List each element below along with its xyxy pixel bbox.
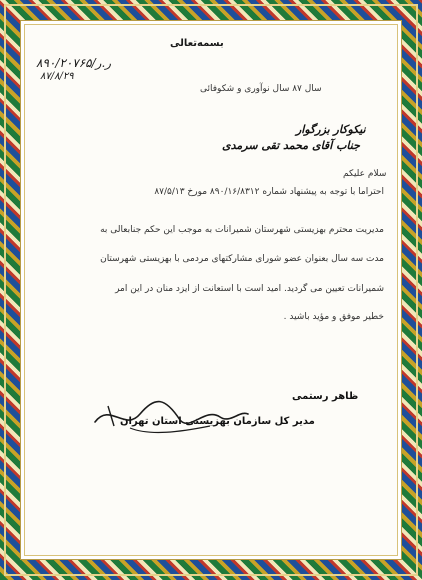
body-line: مدیریت محترم بهزیستی شهرستان شمیرانات به موجب این حکم جنابعالی به	[100, 225, 384, 235]
recipient-title: نیکوکار بزرگوار	[296, 123, 366, 136]
letter-heading: بسمه‌تعالی	[170, 38, 224, 49]
body-line: خطیر موفق و مؤید باشید .	[283, 312, 384, 322]
signer-title: مدیر کل سازمان بهزیستی استان تهران	[120, 416, 315, 427]
body-line: شمیرانات تعیین می گردید. امید است با استعانت از ایزد منان در این امر	[115, 284, 384, 294]
body-line: مدت سه سال بعنوان عضو شورای مشارکتهای مردمی با بهزیستی شهرستان	[100, 254, 384, 264]
reference-date: ۸۷/۸/۲۹	[40, 71, 74, 82]
signer-name: ظاهر رستمی	[292, 391, 359, 402]
reference-number: ۸۹۰/ر.ر/۲۰۷۶۵	[36, 56, 112, 70]
handwritten-signature	[90, 392, 250, 442]
greeting: سلام علیکم	[343, 169, 387, 179]
year-slogan: سال ۸۷ سال نوآوری و شکوفائی	[200, 84, 322, 94]
recipient-name: جناب آقای محمد تقی سرمدی	[222, 139, 360, 152]
body-line: احتراما با توجه به پیشنهاد شماره ۸۹۰/۱۶/۸۳۱۲ مورخ ۸۷/۵/۱۳	[154, 187, 384, 197]
